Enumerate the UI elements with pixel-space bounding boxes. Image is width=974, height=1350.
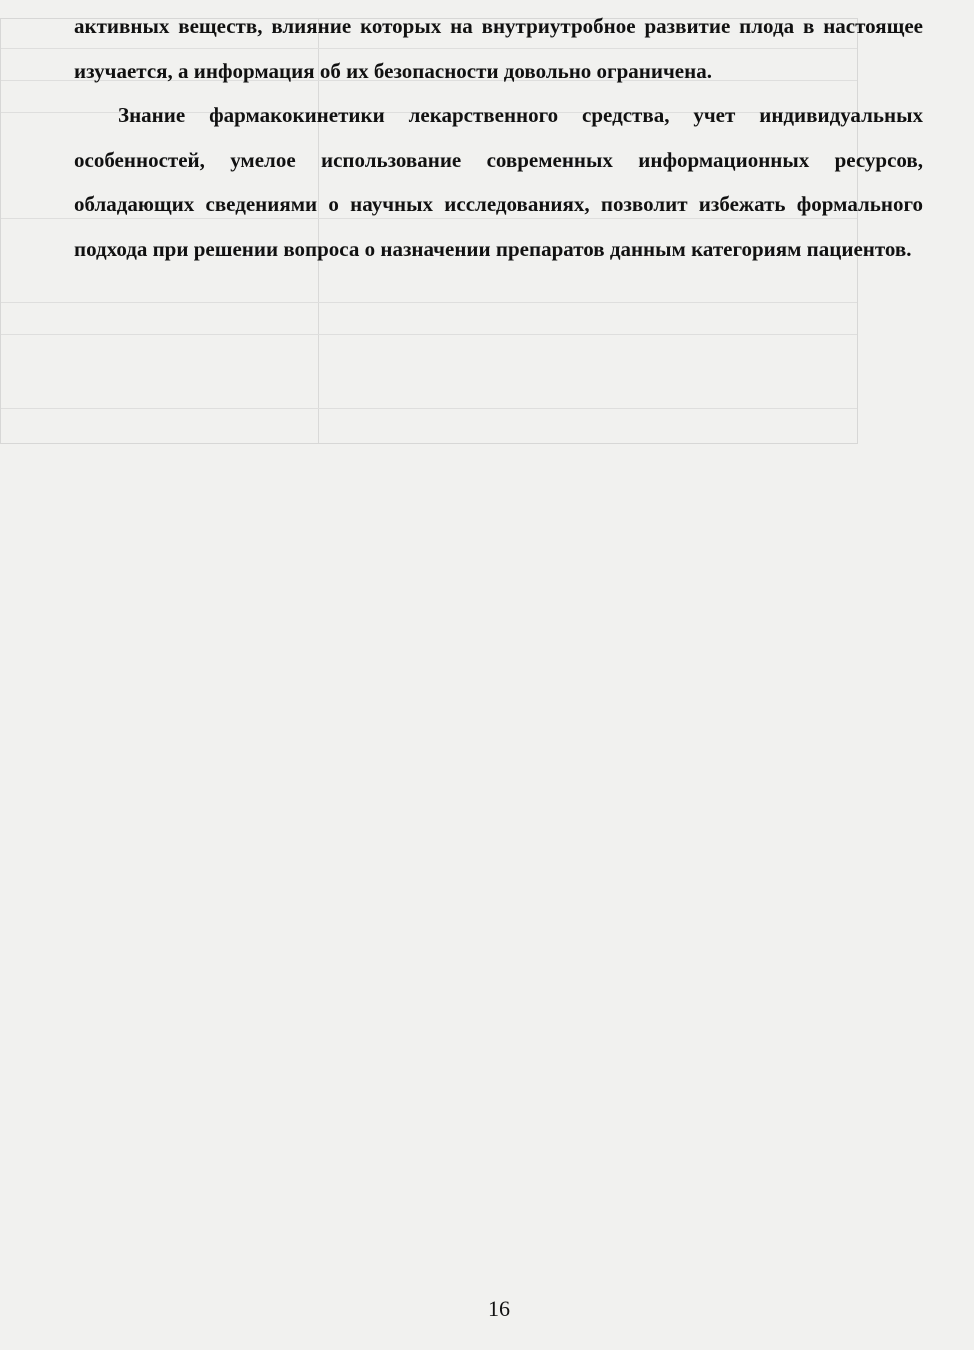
show-through-text bbox=[72, 700, 932, 1260]
paragraph-2: Знание фармакокинетики лекарственного средства, учет индивидуальных особенностей, умелое использование современных информационных ресурсов, обладающих сведениями о научных исследованиях, позволит избежать формального подхода при решении вопроса о назначении препаратов данным категориям пациентов. bbox=[74, 103, 923, 261]
page-number: 16 bbox=[488, 1296, 510, 1321]
main-text bbox=[74, 4, 923, 271]
show-through-table bbox=[72, 230, 932, 690]
paragraph-1: активных веществ, влияние которых на внутриутробное развитие плода в настоящее изучается, а информация об их безопасности довольно ограничена. bbox=[74, 14, 923, 83]
